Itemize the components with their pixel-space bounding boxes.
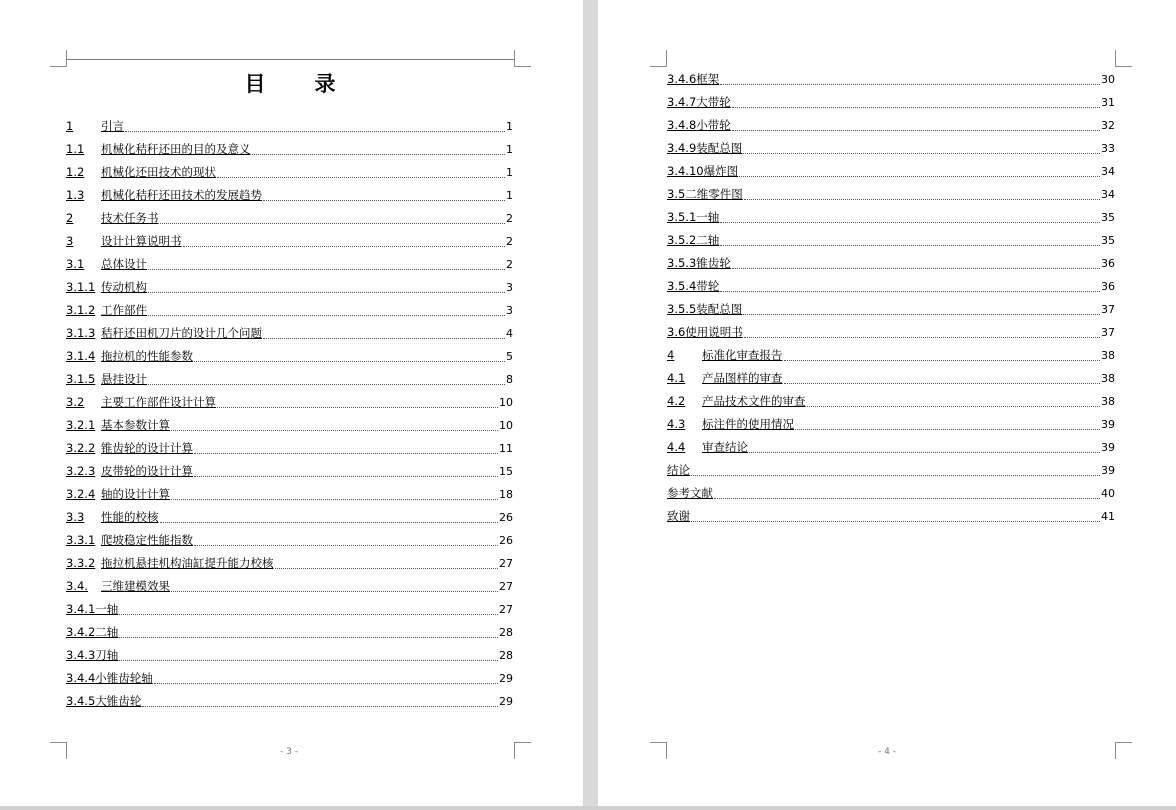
toc-entry[interactable]	[66, 116, 513, 139]
toc-entry-title: 装配总图	[696, 141, 743, 155]
toc-entry-page: 4	[506, 327, 513, 340]
toc-entry-number: 3.1.2	[66, 303, 96, 317]
dot-leader	[183, 245, 506, 247]
toc-entry-number: 3.5.1	[667, 210, 697, 224]
toc-entry[interactable]	[66, 346, 513, 369]
toc-entry[interactable]	[66, 599, 513, 622]
toc-entry-number: 2	[66, 211, 74, 225]
toc-entry[interactable]	[66, 668, 513, 691]
toc-entry-page: 38	[1101, 349, 1115, 362]
dot-leader	[743, 152, 1100, 154]
toc-entry-page: 34	[1101, 188, 1115, 201]
toc-entry-number: 3.3.1	[66, 533, 96, 547]
dot-leader	[784, 359, 1101, 361]
toc-entry-page: 33	[1101, 142, 1115, 155]
toc-entry[interactable]	[66, 392, 513, 415]
toc-entry[interactable]	[667, 92, 1115, 115]
toc-entry-page: 2	[506, 258, 513, 271]
toc-entry[interactable]	[667, 207, 1115, 230]
toc-entry-number: 3.6	[667, 325, 686, 339]
dot-leader	[263, 199, 505, 201]
toc-entry-title: 基本参数计算	[101, 418, 170, 432]
dot-leader	[148, 314, 505, 316]
toc-entry-number: 3.2.2	[66, 441, 96, 455]
toc-entry-number: 3.1.1	[66, 280, 96, 294]
toc-entry[interactable]	[667, 391, 1115, 414]
toc-entry-title: 小锥齿轮轴	[95, 671, 153, 685]
toc-entry[interactable]	[66, 691, 513, 714]
toc-entry[interactable]	[667, 115, 1115, 138]
toc-entry-page: 38	[1101, 372, 1115, 385]
dot-leader	[119, 613, 498, 615]
dot-leader	[194, 360, 505, 362]
dot-leader	[744, 336, 1100, 338]
toc-entry-page: 18	[499, 488, 513, 501]
toc-entry[interactable]	[66, 185, 513, 208]
toc-entry[interactable]	[667, 460, 1115, 483]
toc-entry-title: 致谢	[667, 509, 690, 523]
toc-entry[interactable]	[667, 276, 1115, 299]
dot-leader	[720, 221, 1100, 223]
toc-entry-page: 37	[1101, 303, 1115, 316]
dot-leader	[125, 130, 505, 132]
dot-leader	[148, 291, 505, 293]
toc-entry[interactable]	[66, 530, 513, 553]
toc-entry-number: 3.4.2	[66, 625, 96, 639]
toc-entry-page: 30	[1101, 73, 1115, 86]
toc-entry-title: 锥齿轮的设计计算	[101, 441, 193, 455]
toc-entry-number: 3.4.6	[667, 72, 697, 86]
toc-entry-number: 3.2.3	[66, 464, 96, 478]
toc-entry-title: 总体设计	[101, 257, 147, 271]
toc-entry-page: 26	[499, 534, 513, 547]
toc-entry-title: 二轴	[696, 233, 720, 247]
toc-entry-title: 参考文献	[667, 486, 713, 500]
dot-leader	[160, 222, 506, 224]
dot-leader	[743, 313, 1100, 315]
toc-entry-title: 皮带轮的设计计算	[101, 464, 193, 478]
toc-entry[interactable]	[667, 483, 1115, 506]
dot-leader	[691, 520, 1100, 522]
corner-mark	[1115, 742, 1132, 759]
toc-entry-title: 结论	[667, 463, 690, 477]
toc-entry-title: 拖拉机的性能参数	[101, 349, 193, 363]
toc-entry[interactable]	[667, 138, 1115, 161]
toc-entry-page: 35	[1101, 234, 1115, 247]
toc-entry-page: 10	[499, 419, 513, 432]
toc-entry-title: 三维建模效果	[101, 579, 170, 593]
toc-entry-number: 3.5.2	[667, 233, 697, 247]
toc-entry-title: 带轮	[696, 279, 720, 293]
toc-entry[interactable]	[66, 553, 513, 576]
page-number: - 4 -	[878, 747, 896, 757]
toc-entry[interactable]	[667, 437, 1115, 460]
corner-mark	[1115, 50, 1132, 67]
toc-entry-title: 爬坡稳定性能指数	[101, 533, 193, 547]
document-page-3	[0, 0, 583, 806]
toc-entry-number: 3.2.1	[66, 418, 96, 432]
toc-entry[interactable]	[667, 299, 1115, 322]
toc-entry-number: 3.5.4	[667, 279, 697, 293]
toc-entry-title: 机械化秸秆还田技术的发展趋势	[101, 188, 262, 202]
toc-entry-page: 36	[1101, 280, 1115, 293]
toc-entry-page: 39	[1101, 418, 1115, 431]
toc-entry-number: 4.1	[667, 371, 686, 385]
toc-entry-title: 秸秆还田机刀片的设计几个问题	[101, 326, 262, 340]
toc-entry-title: 机械化秸秆还田的目的及意义	[101, 142, 251, 156]
toc-entry-page: 1	[506, 143, 513, 156]
toc-entry-page: 40	[1101, 487, 1115, 500]
toc-entry-title: 悬挂设计	[101, 372, 147, 386]
toc-entry-page: 28	[499, 626, 513, 639]
toc-entry-title: 主要工作部件设计计算	[101, 395, 216, 409]
toc-entry[interactable]	[667, 414, 1115, 437]
toc-list-left	[66, 116, 513, 714]
toc-entry-page: 26	[499, 511, 513, 524]
dot-leader	[720, 290, 1100, 292]
toc-entry-page: 36	[1101, 257, 1115, 270]
header-rule	[66, 59, 514, 60]
dot-leader	[142, 705, 498, 707]
toc-entry[interactable]	[66, 438, 513, 461]
toc-entry-page: 27	[499, 557, 513, 570]
toc-entry-number: 3.4.10	[667, 164, 704, 178]
toc-entry-page: 1	[506, 166, 513, 179]
toc-entry-number: 3.5.5	[667, 302, 697, 316]
toc-entry-number: 3.2	[66, 395, 85, 409]
toc-entry-number: 3.4.5	[66, 694, 96, 708]
toc-entry[interactable]	[66, 415, 513, 438]
dot-leader	[148, 383, 505, 385]
toc-entry-page: 28	[499, 649, 513, 662]
corner-mark	[514, 742, 531, 759]
toc-entry-title: 审查结论	[702, 440, 748, 454]
toc-entry[interactable]	[66, 576, 513, 599]
dot-leader	[154, 682, 498, 684]
toc-entry-number: 3.3	[66, 510, 85, 524]
toc-entry-number: 3.4.3	[66, 648, 96, 662]
toc-entry[interactable]	[66, 369, 513, 392]
toc-entry[interactable]	[66, 300, 513, 323]
toc-entry[interactable]	[66, 139, 513, 162]
toc-entry-title: 二轴	[95, 625, 119, 639]
toc-entry-page: 5	[506, 350, 513, 363]
dot-leader	[720, 244, 1100, 246]
toc-entry-title: 锥齿轮	[696, 256, 731, 270]
toc-entry-number: 1.1	[66, 142, 85, 156]
toc-entry[interactable]	[66, 277, 513, 300]
toc-entry-number: 4.2	[667, 394, 686, 408]
toc-list-right	[667, 69, 1115, 529]
bottom-strip	[0, 806, 1176, 810]
toc-entry[interactable]	[667, 230, 1115, 253]
dot-leader	[194, 452, 498, 454]
toc-entry[interactable]	[667, 161, 1115, 184]
toc-entry-title: 大锥齿轮	[95, 694, 142, 708]
toc-entry-page: 8	[506, 373, 513, 386]
dot-leader	[194, 475, 498, 477]
toc-entry[interactable]	[667, 506, 1115, 529]
toc-entry-page: 27	[499, 580, 513, 593]
toc-entry-title: 工作部件	[101, 303, 147, 317]
toc-entry-title: 装配总图	[696, 302, 743, 316]
toc-entry-page: 38	[1101, 395, 1115, 408]
toc-entry-title: 小带轮	[696, 118, 731, 132]
toc-entry-number: 3.4.7	[667, 95, 697, 109]
toc-entry[interactable]	[66, 645, 513, 668]
toc-entry-title: 传动机构	[101, 280, 147, 294]
dot-leader	[744, 198, 1100, 200]
toc-entry-number: 3.1.4	[66, 349, 96, 363]
toc-entry[interactable]	[66, 162, 513, 185]
toc-entry-page: 41	[1101, 510, 1115, 523]
toc-entry[interactable]	[66, 461, 513, 484]
toc-entry-page: 27	[499, 603, 513, 616]
toc-entry-number: 3.5.3	[667, 256, 697, 270]
dot-leader	[720, 83, 1100, 85]
toc-entry-page: 11	[499, 442, 513, 455]
toc-entry-title: 框架	[696, 72, 720, 86]
dot-leader	[795, 428, 1100, 430]
toc-entry[interactable]	[66, 231, 513, 254]
toc-entry-number: 1.2	[66, 165, 85, 179]
toc-entry-title: 刀轴	[95, 648, 119, 662]
dot-leader	[263, 337, 505, 339]
toc-entry-title: 性能的校核	[101, 510, 159, 524]
toc-entry-title: 标准化审查报告	[702, 348, 783, 362]
toc-entry-title: 产品技术文件的审查	[702, 394, 806, 408]
toc-entry-title: 使用说明书	[685, 325, 743, 339]
dot-leader	[171, 498, 498, 500]
toc-entry[interactable]	[667, 69, 1115, 92]
corner-mark	[50, 742, 67, 759]
dot-leader	[148, 268, 505, 270]
toc-entry-page: 34	[1101, 165, 1115, 178]
toc-entry[interactable]	[667, 184, 1115, 207]
toc-entry-title: 标注件的使用情况	[702, 417, 794, 431]
toc-entry-title: 二维零件图	[685, 187, 743, 201]
toc-entry-page: 39	[1101, 441, 1115, 454]
toc-entry-title: 设计计算说明书	[101, 234, 182, 248]
toc-entry-number: 3.1.5	[66, 372, 96, 386]
toc-entry-page: 1	[506, 120, 513, 133]
dot-leader	[784, 382, 1101, 384]
toc-entry-number: 3.4.9	[667, 141, 697, 155]
dot-leader	[732, 267, 1100, 269]
toc-entry[interactable]	[667, 368, 1115, 391]
toc-entry-title: 技术任务书	[101, 211, 159, 225]
dot-leader	[252, 153, 506, 155]
toc-entry-number: 3.1.3	[66, 326, 96, 340]
toc-entry-number: 4.4	[667, 440, 686, 454]
dot-leader	[160, 521, 499, 523]
dot-leader	[732, 106, 1100, 108]
toc-entry-page: 2	[506, 235, 513, 248]
toc-entry-number: 3.4.4	[66, 671, 96, 685]
dot-leader	[691, 474, 1100, 476]
dot-leader	[275, 567, 499, 569]
page-number: - 3 -	[280, 747, 298, 757]
toc-entry[interactable]	[66, 484, 513, 507]
toc-entry-page: 3	[506, 281, 513, 294]
dot-leader	[732, 129, 1100, 131]
toc-entry-title: 大带轮	[696, 95, 731, 109]
corner-mark	[650, 50, 667, 67]
toc-entry-number: 4.3	[667, 417, 686, 431]
corner-mark	[50, 50, 67, 67]
toc-entry-number: 3.1	[66, 257, 85, 271]
toc-entry-title: 机械化还田技术的现状	[101, 165, 216, 179]
toc-entry[interactable]	[66, 622, 513, 645]
toc-entry-number: 3.5	[667, 187, 686, 201]
dot-leader	[119, 636, 498, 638]
toc-entry-number: 3	[66, 234, 74, 248]
toc-entry-number: 3.2.4	[66, 487, 96, 501]
toc-entry-title: 一轴	[95, 602, 119, 616]
toc-entry-page: 15	[499, 465, 513, 478]
toc-entry-page: 2	[506, 212, 513, 225]
toc-entry-page: 32	[1101, 119, 1115, 132]
toc-entry-page: 35	[1101, 211, 1115, 224]
toc-entry-page: 29	[499, 695, 513, 708]
toc-entry[interactable]	[66, 323, 513, 346]
dot-leader	[217, 176, 505, 178]
dot-leader	[749, 451, 1100, 453]
toc-entry-title: 产品图样的审查	[702, 371, 783, 385]
dot-leader	[807, 405, 1101, 407]
toc-entry-number: 3.4.	[66, 579, 88, 593]
toc-entry-number: 3.4.8	[667, 118, 697, 132]
toc-entry-title: 引言	[101, 119, 124, 133]
toc-entry-number: 3.4.1	[66, 602, 96, 616]
corner-mark	[514, 50, 531, 67]
toc-entry-title: 一轴	[696, 210, 720, 224]
toc-entry[interactable]	[66, 208, 513, 231]
toc-entry-title: 拖拉机悬挂机构油缸提升能力校核	[101, 556, 274, 570]
corner-mark	[650, 742, 667, 759]
toc-entry-number: 3.3.2	[66, 556, 96, 570]
dot-leader	[119, 659, 498, 661]
toc-entry[interactable]	[66, 507, 513, 530]
toc-entry-title: 爆炸图	[703, 164, 739, 178]
toc-entry[interactable]	[667, 345, 1115, 368]
toc-entry-page: 10	[499, 396, 513, 409]
toc-entry[interactable]	[667, 322, 1115, 345]
toc-entry-page: 39	[1101, 464, 1115, 477]
dot-leader	[739, 175, 1100, 177]
dot-leader	[194, 544, 498, 546]
toc-entry-number: 4	[667, 348, 675, 362]
toc-entry-number: 1	[66, 119, 74, 133]
dot-leader	[714, 497, 1100, 499]
dot-leader	[217, 406, 498, 408]
toc-entry-page: 31	[1101, 96, 1115, 109]
toc-entry-number: 1.3	[66, 188, 85, 202]
toc-entry-page: 37	[1101, 326, 1115, 339]
dot-leader	[171, 590, 498, 592]
toc-entry[interactable]	[66, 254, 513, 277]
toc-entry-title: 轴的设计计算	[101, 487, 170, 501]
toc-entry-page: 3	[506, 304, 513, 317]
toc-entry[interactable]	[667, 253, 1115, 276]
toc-title: 目 录	[244, 71, 350, 96]
toc-entry-page: 1	[506, 189, 513, 202]
toc-entry-page: 29	[499, 672, 513, 685]
dot-leader	[171, 429, 498, 431]
